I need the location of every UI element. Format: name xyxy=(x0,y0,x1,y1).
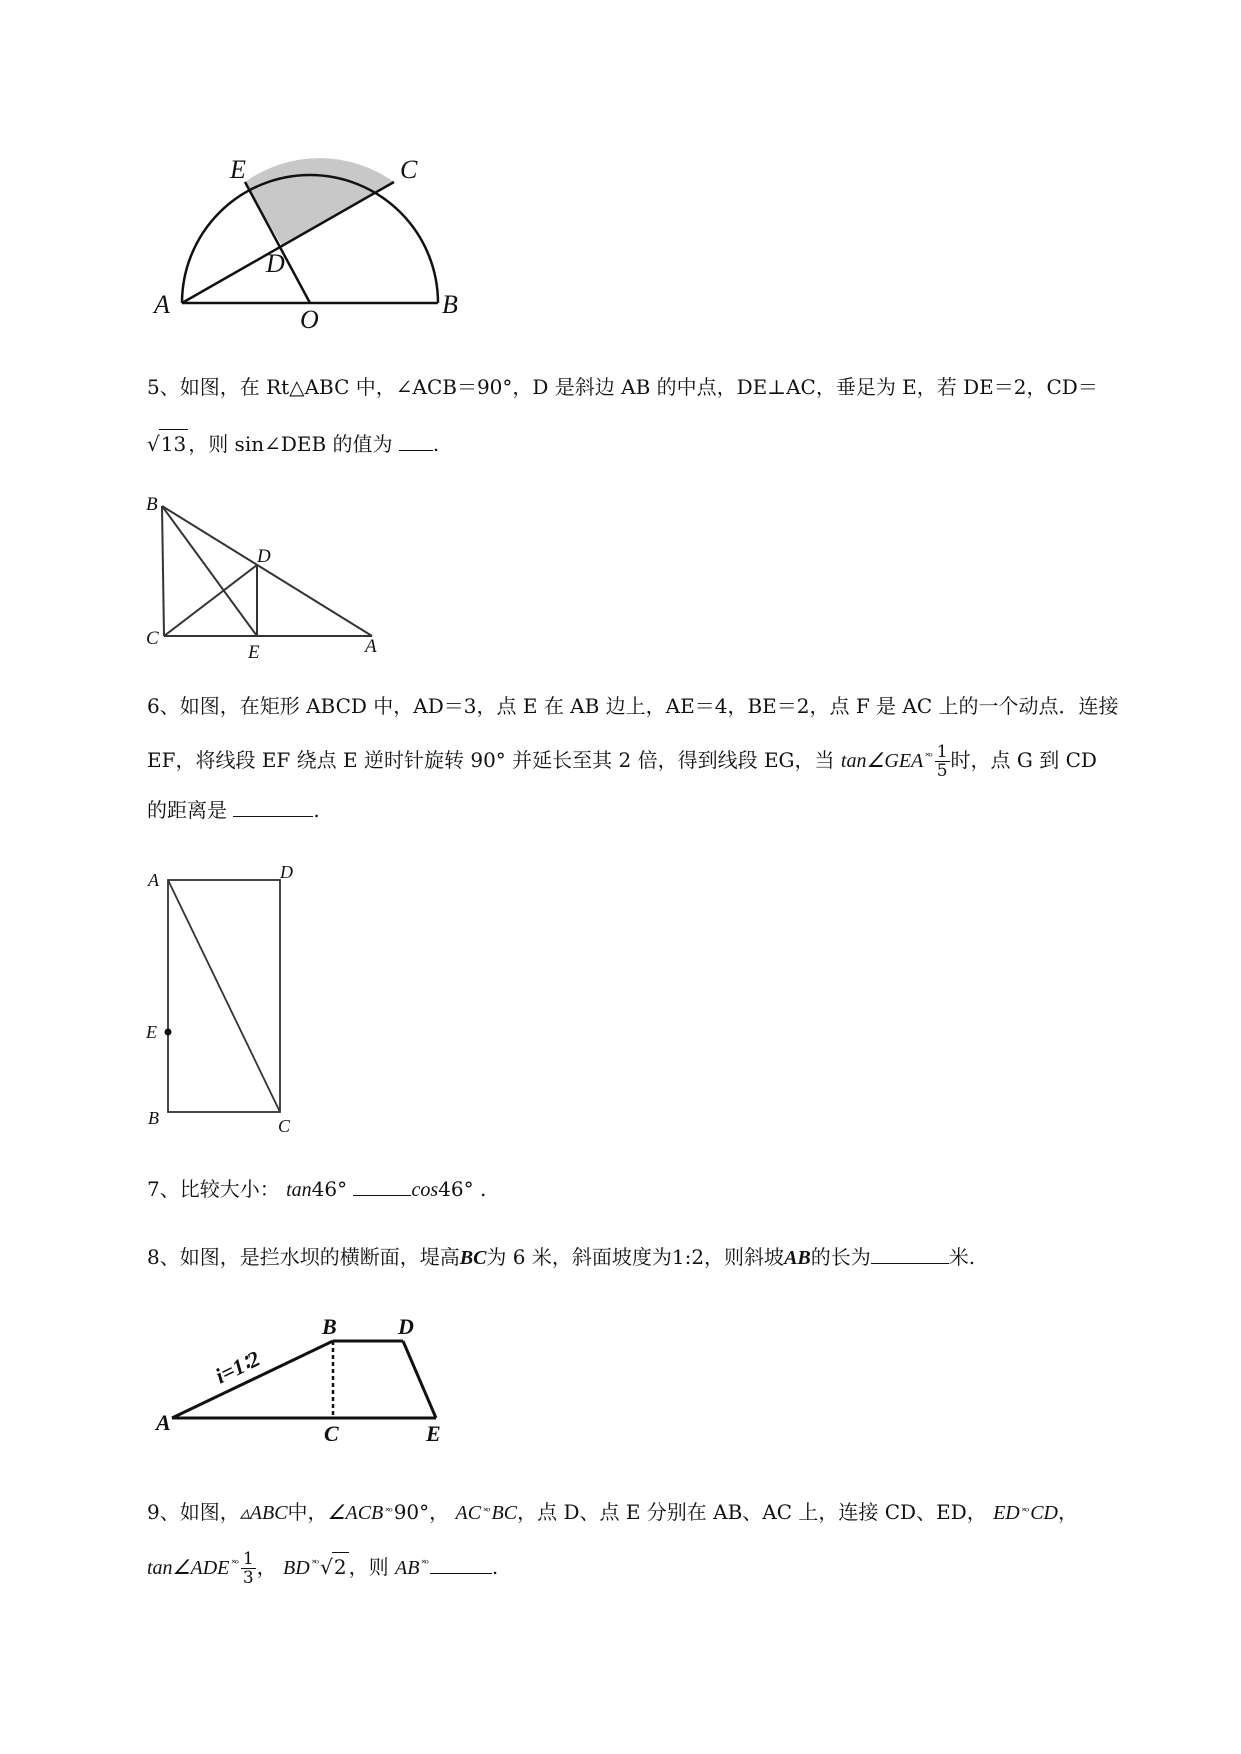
label-C: C xyxy=(324,1421,339,1446)
label-E: E xyxy=(146,1022,157,1042)
q6-line1: 如图，在矩形 ABCD 中，AD＝3，点 E 在 AB 边上，AE＝4，BE＝2，点 F 是 AC 上的一个动点．连接 xyxy=(179,694,1119,718)
q5-sqrt-value: 13 xyxy=(159,429,188,458)
q9-triangle: ▵ABC xyxy=(239,1502,288,1524)
label-D: D xyxy=(280,862,293,882)
q9-bd: BD xyxy=(283,1557,310,1579)
question-6-line3 xyxy=(147,796,320,824)
label-A: A xyxy=(156,1410,171,1435)
question-8 xyxy=(147,1243,975,1272)
q5-line2: ，则 sin∠DEB 的值为 xyxy=(188,432,393,456)
q5-line1: 如图，在 Rt△ABC 中，∠ACB＝90°，D 是斜边 AB 的中点，DE⊥AC，垂足为 E，若 DE＝2，CD＝ xyxy=(179,375,1098,399)
label-O: O xyxy=(300,305,319,330)
label-B: B xyxy=(146,494,158,515)
q8-text1: 如图，是拦水坝的横断面，堤高 xyxy=(179,1245,460,1269)
q6-marks: ˟ᵒ xyxy=(925,750,932,763)
figure-right-triangle xyxy=(140,492,390,660)
q9-ed: ED xyxy=(993,1502,1020,1524)
q9-comma: ， xyxy=(1058,1500,1079,1524)
label-A: A xyxy=(148,870,159,890)
q6-number: 6、 xyxy=(147,694,180,718)
question-9 xyxy=(147,1498,1078,1527)
q8-end: 米. xyxy=(948,1245,976,1269)
label-E: E xyxy=(426,1421,441,1446)
question-6 xyxy=(147,692,1119,720)
label-C: C xyxy=(278,1116,291,1134)
point-E xyxy=(165,1029,172,1036)
label-B: B xyxy=(322,1314,337,1339)
q9-l1c: ，点 D、点 E 分别在 AB、AC 上，连接 CD、ED， xyxy=(517,1500,987,1524)
q9-bc: BC xyxy=(491,1502,518,1524)
label-E: E xyxy=(248,642,260,660)
figure-semicircle xyxy=(150,150,490,330)
label-B: B xyxy=(148,1108,159,1128)
label-C: C xyxy=(400,155,418,184)
q9-fraction: $\frac{1}{3}$ xyxy=(242,1549,254,1588)
label-D: D xyxy=(398,1314,414,1339)
label-D: D xyxy=(266,249,285,278)
q9-marks-1: ˟ᵒ xyxy=(385,1505,392,1518)
label-B: B xyxy=(442,290,458,319)
q9-sqrt-value: 2 xyxy=(332,1552,349,1581)
q6-end: . xyxy=(313,798,320,822)
shaded-sector xyxy=(245,158,394,246)
q9-tan: tan∠ADE xyxy=(147,1557,230,1579)
q5-end: . xyxy=(432,432,440,456)
label-E: E xyxy=(230,155,246,184)
question-5 xyxy=(147,373,1098,401)
q9-end: . xyxy=(491,1555,499,1579)
q9-marks-6: ˟ᵒ xyxy=(421,1557,428,1570)
q7-prefix: 比较大小： xyxy=(179,1177,280,1201)
q9-l1a: 如图， xyxy=(179,1500,240,1524)
figure-dam xyxy=(150,1310,460,1450)
q7-deg2: 46° xyxy=(438,1177,474,1201)
q6-tan-expr: tan∠GEA xyxy=(840,750,924,772)
q9-l1b: 中， xyxy=(287,1500,328,1524)
q5-answer-blank[interactable] xyxy=(399,432,433,451)
q9-l2b: ，则 xyxy=(348,1555,389,1579)
q5-number: 5、 xyxy=(147,375,180,399)
q9-comma-2: ， xyxy=(256,1555,277,1579)
q9-marks-4: ˟ᵒ xyxy=(231,1557,238,1570)
question-9-line2 xyxy=(147,1550,498,1587)
question-7 xyxy=(147,1175,486,1204)
q8-text2: 为 6 米，斜面坡度为1:2，则斜坡 xyxy=(486,1245,785,1269)
label-A: A xyxy=(154,290,170,319)
q7-end: . xyxy=(479,1177,487,1201)
q8-text3: 的长为 xyxy=(810,1245,871,1269)
q7-answer-blank[interactable] xyxy=(353,1177,411,1196)
q6-line3: 的距离是 xyxy=(147,798,227,822)
sqrt-sign: √ xyxy=(320,1555,333,1579)
q6-line2b: 时，点 G 到 CD xyxy=(950,748,1097,772)
q8-answer-blank[interactable] xyxy=(871,1245,949,1264)
q7-cos: cos xyxy=(411,1179,439,1201)
q9-marks-2: ˟ᵒ xyxy=(483,1505,490,1518)
question-6-line2 xyxy=(147,743,1097,780)
q9-angle: ∠ACB xyxy=(327,1502,384,1524)
label-C: C xyxy=(146,628,159,649)
q6-fraction: $\frac{1}{5}$ xyxy=(936,742,948,781)
q8-number: 8、 xyxy=(147,1245,180,1269)
label-D: D xyxy=(257,546,271,567)
q7-number: 7、 xyxy=(147,1177,180,1201)
q9-cd: CD xyxy=(1030,1502,1059,1524)
q8-ab: AB xyxy=(784,1247,811,1269)
q9-number: 9、 xyxy=(147,1500,180,1524)
q6-line2a: EF，将线段 EF 绕点 E 逆时针旋转 90° 并延长至其 2 倍，得到线段 EG，当 xyxy=(147,748,835,772)
q7-tan: tan xyxy=(286,1179,312,1201)
label-A: A xyxy=(365,636,377,657)
sqrt-sign: √ xyxy=(147,432,160,456)
q9-answer-blank[interactable] xyxy=(430,1555,492,1574)
q9-ac: AC xyxy=(455,1502,482,1524)
question-5-line2 xyxy=(147,429,439,458)
q9-marks-3: ˟ᵒ xyxy=(1021,1505,1029,1518)
figure-rectangle xyxy=(140,862,300,1134)
q6-answer-blank[interactable] xyxy=(233,798,313,817)
q9-deg: 90°， xyxy=(393,1500,450,1524)
q8-bc: BC xyxy=(459,1247,487,1269)
slope-label: i=1∶2 xyxy=(211,1345,264,1389)
q7-deg1: 46° xyxy=(311,1177,348,1201)
q9-marks-5: ˟ᵒ xyxy=(311,1557,319,1570)
q9-ab: AB xyxy=(394,1557,420,1579)
